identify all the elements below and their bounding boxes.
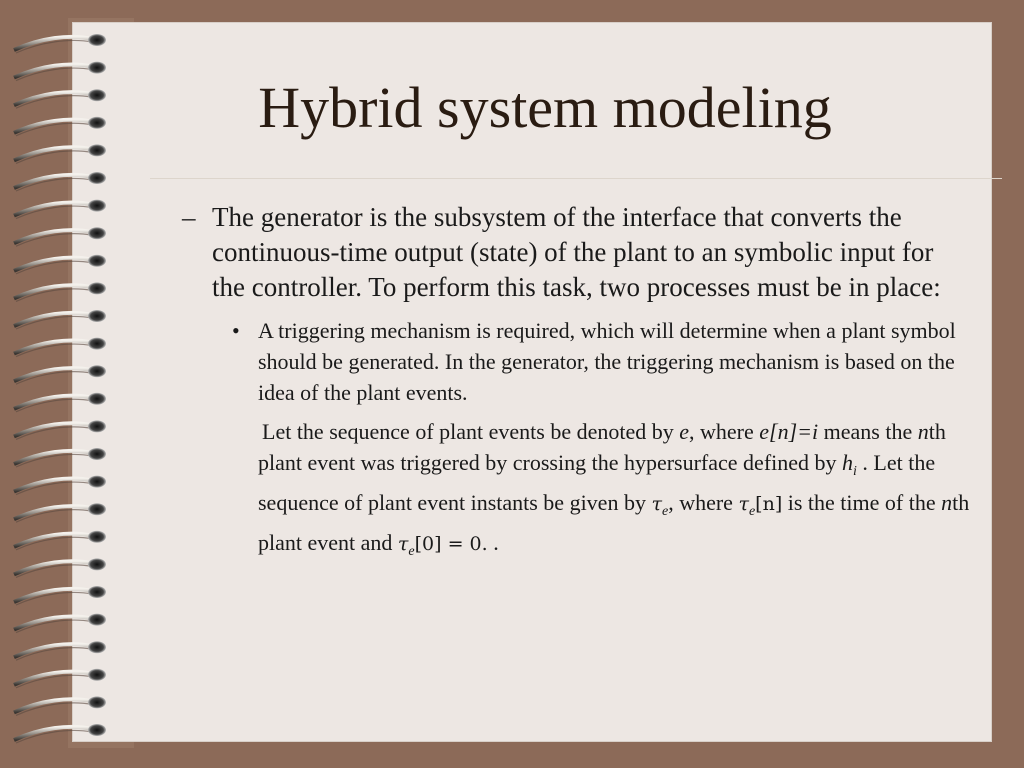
dash-marker: – <box>182 202 196 232</box>
spiral-ring <box>14 172 106 191</box>
slide-title: Hybrid system modeling <box>258 75 832 140</box>
index-symbol-2: n <box>941 490 953 515</box>
spiral-ring <box>14 641 106 660</box>
spiral-ring <box>14 365 106 384</box>
event-definition: e[n]=i <box>759 419 819 444</box>
hypersurface-subscript: i <box>853 464 857 479</box>
spiral-binding-icon <box>0 0 130 768</box>
tau-n-argument: [n] <box>755 493 783 515</box>
spiral-ring <box>14 448 106 467</box>
spiral-ring <box>14 531 106 550</box>
spiral-ring <box>14 282 106 301</box>
spiral-ring <box>14 338 106 357</box>
spiral-ring <box>14 89 106 108</box>
definition-paragraph: Let the sequence of plant events be denoted by e, where e[n]=i means the nth plant event was triggered by crossing the hypersurface defined by $h_i$ . Let the sequence of plant event instants be given by $\tau_e$, where $\tau_e[n]$ is the time of the nth plant event and $\tau_e[0] = 0$. . <box>258 419 970 559</box>
spiral-ring <box>14 476 106 495</box>
bullet-marker: • <box>232 318 240 343</box>
bullet-level-2 <box>160 315 970 408</box>
tau-symbol: τ <box>651 493 662 515</box>
spiral-ring <box>14 227 106 246</box>
index-symbol: n <box>917 419 929 444</box>
title-divider <box>150 178 1002 179</box>
tau-zero-equation: [0] = 0. <box>414 533 488 555</box>
tau-subscript: e <box>661 504 669 519</box>
spiral-ring <box>14 310 106 329</box>
bullet-level-2-text: A triggering mechanism is required, which will determine when a plant symbol should be generated. In the generator, the triggering mechanism is based on the idea of the plant events. <box>258 318 956 405</box>
bullet-level-1 <box>160 200 970 305</box>
spiral-ring <box>14 420 106 439</box>
spiral-ring <box>14 614 106 633</box>
hypersurface-symbol: h <box>842 450 854 475</box>
slide-body <box>160 200 970 567</box>
spiral-ring <box>14 144 106 163</box>
tau-n-subscript: e <box>748 504 756 519</box>
bullet-level-1-text: The generator is the subsystem of the interface that converts the continuous-time output (state) of the plant to an symbolic input for the controller. To perform this task, two processes must be in place: <box>212 202 941 302</box>
tau-zero-symbol: τ <box>397 533 409 555</box>
spiral-ring <box>14 117 106 136</box>
spiral-ring <box>14 724 106 743</box>
spiral-ring <box>14 255 106 274</box>
tau-zero-subscript: e <box>408 544 415 559</box>
spiral-ring <box>14 34 106 53</box>
spiral-ring <box>14 62 106 81</box>
event-symbol: e <box>679 419 690 444</box>
spiral-ring <box>14 200 106 219</box>
spiral-ring <box>14 503 106 522</box>
spiral-ring <box>14 669 106 688</box>
tau-n-symbol: τ <box>738 493 749 515</box>
spiral-ring <box>14 393 106 412</box>
spiral-ring <box>14 696 106 715</box>
spiral-ring <box>14 558 106 577</box>
spiral-ring <box>14 586 106 605</box>
